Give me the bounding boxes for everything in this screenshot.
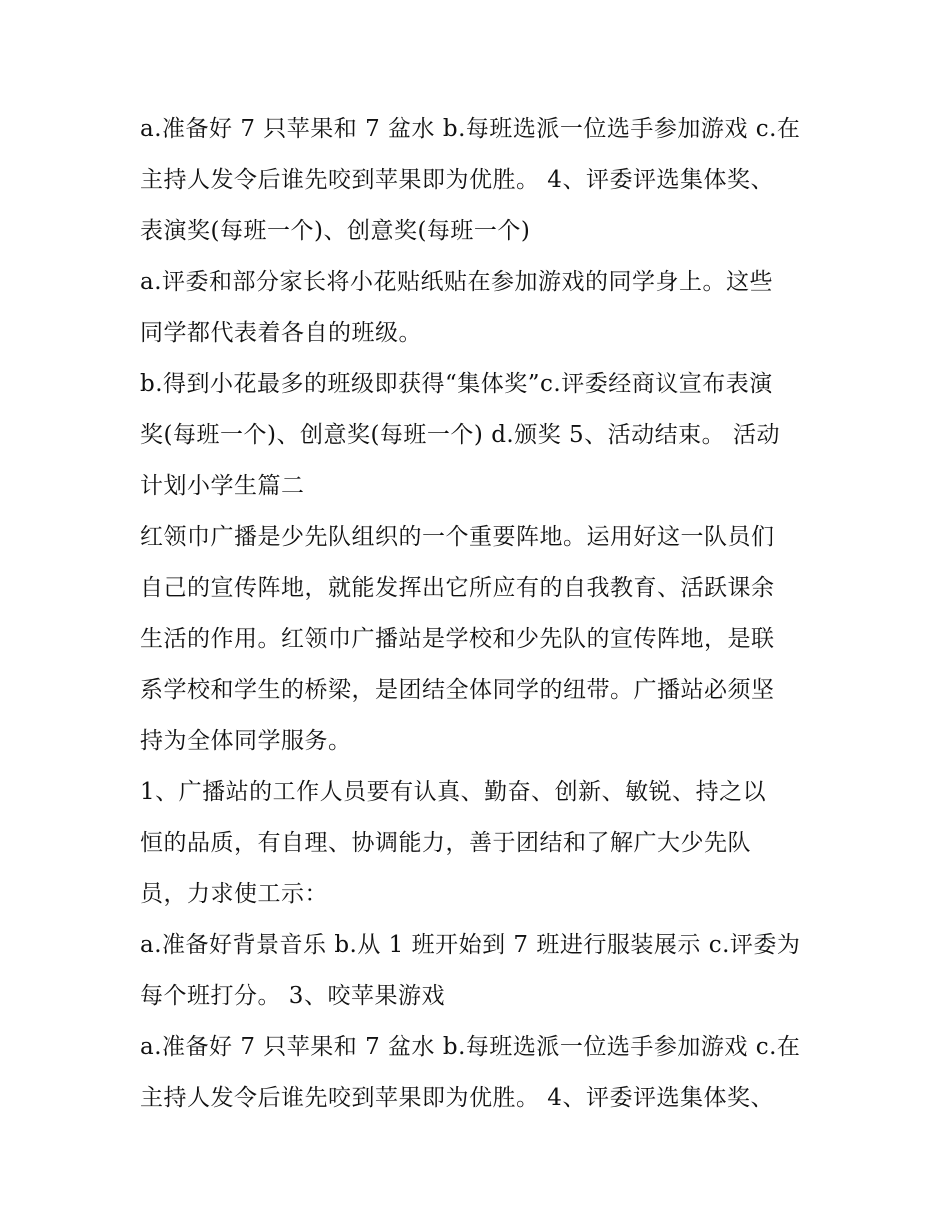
text-line: a.准备好背景音乐 b.从 1 班开始到 7 班进行服装展示 c.评委为 <box>140 932 801 958</box>
text-line: 每个班打分。 3、咬苹果游戏 <box>140 983 445 1009</box>
text-line: 表演奖(每班一个)、创意奖(每班一个) <box>140 218 531 244</box>
text-line: a.评委和部分家长将小花贴纸贴在参加游戏的同学身上。这些 <box>140 269 774 295</box>
text-line: a.准备好 7 只苹果和 7 盆水 b.每班选派一位选手参加游戏 c.在 <box>140 116 801 142</box>
text-line: 自己的宣传阵地，就能发挥出它所应有的自我教育、活跃课余 <box>140 575 775 601</box>
section-title-line: 计划小学生篇二 <box>140 473 305 499</box>
text-line: 恒的品质，有自理、协调能力，善于团结和了解广大少先队 <box>140 830 751 856</box>
text-line: 持为全体同学服务。 <box>140 728 352 754</box>
text-line: b.得到小花最多的班级即获得“集体奖”c.评委经商议宣布表演 <box>140 371 773 397</box>
text-line: 员，力求使工示： <box>140 881 328 907</box>
text-line: 主持人发令后谁先咬到苹果即为优胜。 4、评委评选集体奖、 <box>140 167 774 193</box>
text-line: 红领巾广播是少先队组织的一个重要阵地。运用好这一队员们 <box>140 524 775 550</box>
text-line: 系学校和学生的桥梁，是团结全体同学的纽带。广播站必须坚 <box>140 677 775 703</box>
text-line: a.准备好 7 只苹果和 7 盆水 b.每班选派一位选手参加游戏 c.在 <box>140 1034 801 1060</box>
text-line: 1、广播站的工作人员要有认真、勤奋、创新、敏锐、持之以 <box>140 779 767 805</box>
text-line: 生活的作用。红领巾广播站是学校和少先队的宣传阵地，是联 <box>140 626 775 652</box>
text-line: 主持人发令后谁先咬到苹果即为优胜。 4、评委评选集体奖、 <box>140 1085 774 1111</box>
text-line: 同学都代表着各自的班级。 <box>140 320 422 346</box>
text-line: 奖(每班一个)、创意奖(每班一个) d.颁奖 5、活动结束。 活动 <box>140 422 780 448</box>
document-body <box>140 104 820 1124</box>
